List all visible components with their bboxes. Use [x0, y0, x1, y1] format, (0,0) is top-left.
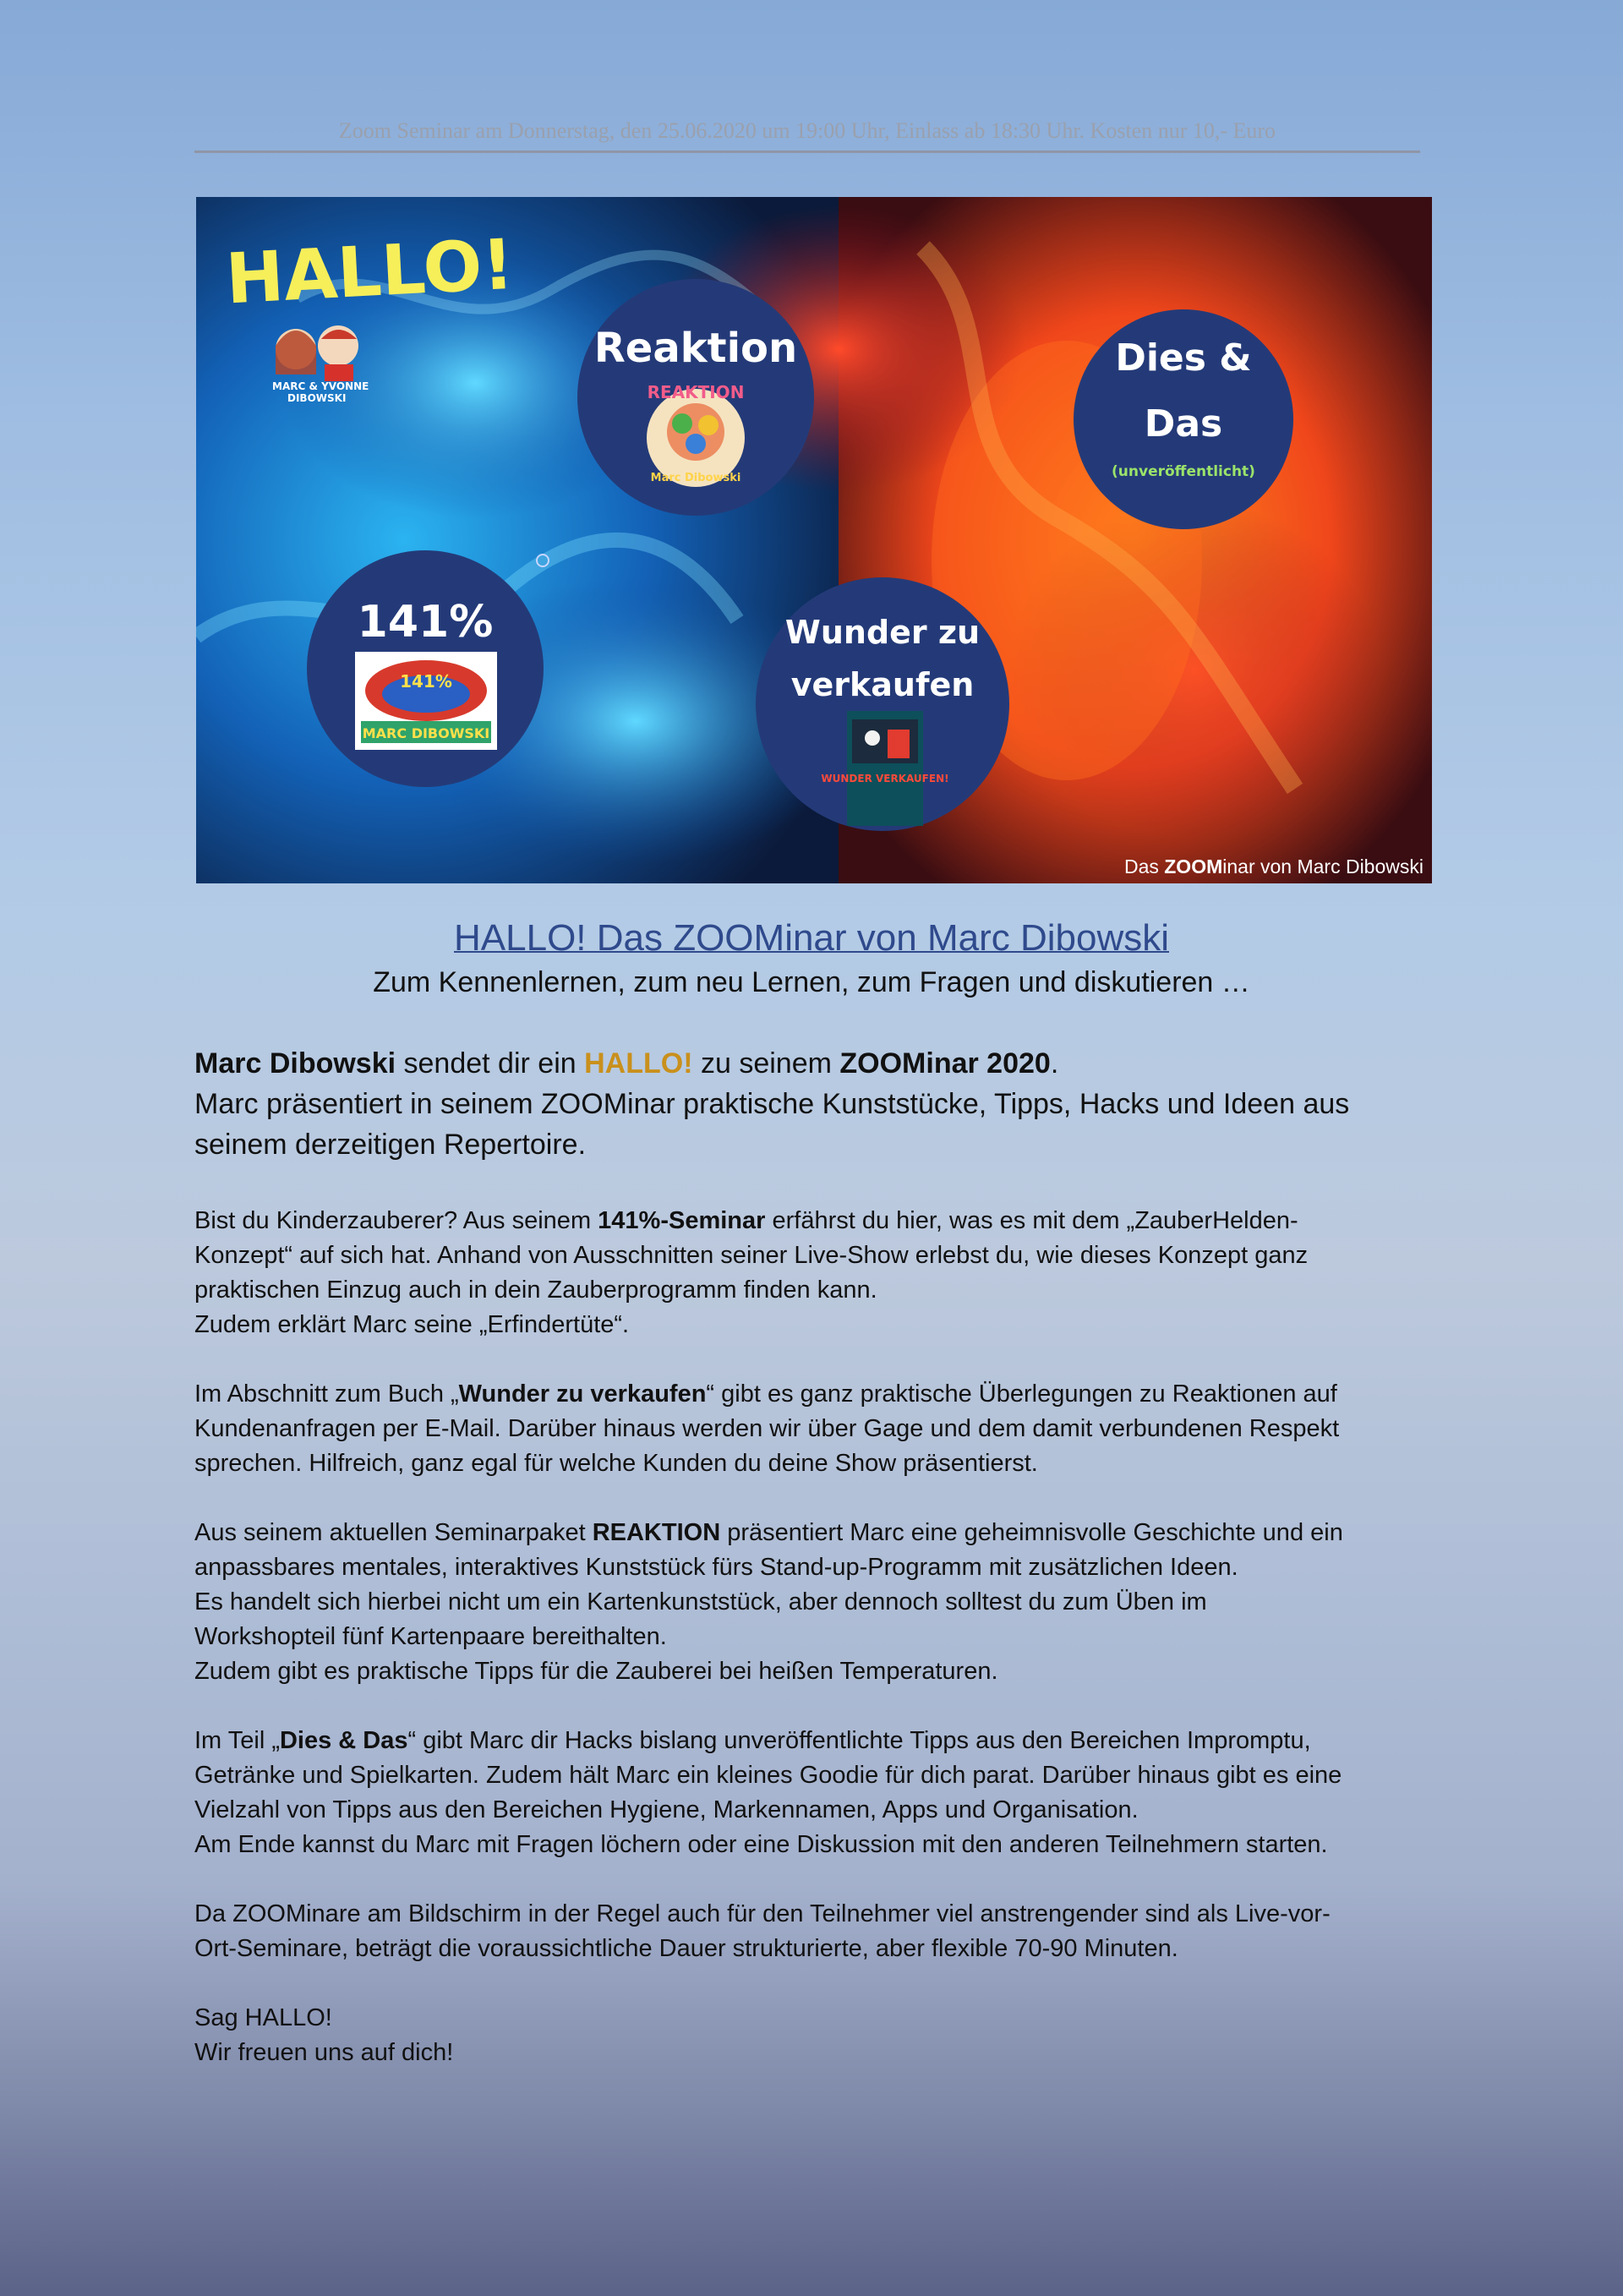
caption-pre: Das	[1123, 856, 1165, 877]
p2-line-2: Kundenanfragen per E-Mail. Darüber hinaus werden wir über Gage und dem damit verbundenen Respekt	[194, 1415, 1340, 1442]
wunder-label-1: Wunder zu	[784, 614, 981, 651]
p6-line-1: Sag HALLO!	[194, 2004, 332, 2031]
p1-line-2: Konzept“ auf sich hat. Anhand von Ausschnitten seiner Live-Show erlebst du, wie dieses Konzept ganz	[194, 1242, 1309, 1269]
dies-das-circle	[1074, 309, 1293, 529]
intro-zoominar: ZOOMinar 2020	[839, 1047, 1051, 1080]
hallo-names-bottom: DIBOWSKI	[287, 392, 347, 404]
paragraph-closing	[194, 2001, 1437, 2070]
intro-hallo: HALLO!	[584, 1047, 693, 1080]
p4-line-4: Am Ende kannst du Marc mit Fragen löchern oder eine Diskussion mit den anderen Teilnehmern starten.	[194, 1831, 1328, 1858]
p5-line-2: Ort-Seminare, beträgt die voraussichtliche Dauer strukturierte, aber flexible 70-90 Minuten.	[194, 1935, 1178, 1962]
wunder-book-title: WUNDER VERKAUFEN!	[821, 773, 949, 784]
p3-line-2: anpassbares mentales, interaktives Kunststück fürs Stand-up-Programm mit zusätzlichen Ideen.	[194, 1554, 1238, 1581]
p1-a: Bist du Kinderzauberer? Aus seinem	[194, 1207, 598, 1234]
dies-label: Dies &	[1115, 336, 1252, 380]
percent-logo-bottom: MARC DIBOWSKI	[362, 725, 490, 741]
p4-c: “ gibt Marc dir Hacks bislang unveröffentlichte Tipps aus den Bereichen Impromptu,	[407, 1727, 1311, 1754]
p1-line-3: praktischen Einzug auch in dein Zauberprogramm finden kann.	[194, 1276, 877, 1304]
p1-b: 141%-Seminar	[598, 1207, 766, 1234]
intro-line-2: Marc präsentiert in seinem ZOOMinar praktische Kunststücke, Tipps, Hacks und Ideen aus	[194, 1088, 1350, 1120]
paragraph-141	[194, 1204, 1437, 1342]
p4-line-3: Vielzahl von Tipps aus den Bereichen Hygiene, Markennamen, Apps und Organisation.	[194, 1796, 1139, 1823]
paragraph-reaktion	[194, 1516, 1437, 1689]
p1-line-4: Zudem erklärt Marc seine „Erfindertüte“.	[194, 1311, 630, 1338]
p2-b: Wunder zu verkaufen	[458, 1380, 707, 1408]
das-label: Das	[1144, 402, 1223, 446]
p4-line-2: Getränke und Spielkarten. Zudem hält Marc ein kleines Goodie für dich parat. Darüber hinaus gibt es eine	[194, 1762, 1342, 1789]
banner-caption	[1124, 856, 1424, 877]
p4-a: Im Teil „	[194, 1727, 280, 1754]
p2-a: Im Abschnitt zum Buch „	[194, 1380, 459, 1408]
intro-line-3: seinem derzeitigen Repertoire.	[194, 1129, 587, 1161]
hallo-names-top: MARC & YVONNE	[272, 380, 369, 392]
intro-paragraph	[194, 1043, 1429, 1165]
p4-line-1	[194, 1724, 1437, 1758]
body-text	[194, 1204, 1437, 2105]
p3-a: Aus seinem aktuellen Seminarpaket	[194, 1519, 593, 1546]
hallo-logo-text: HALLO!	[223, 224, 516, 320]
reaktion-logo-top: REAKTION	[647, 382, 745, 402]
dies-subtitle: (unveröffentlicht)	[1112, 463, 1255, 480]
intro-text-3: .	[1050, 1047, 1059, 1080]
intro-name: Marc Dibowski	[194, 1047, 396, 1080]
percent-label: 141%	[357, 597, 494, 648]
p2-c: “ gibt es ganz praktische Überlegungen zu Reaktionen auf	[706, 1380, 1337, 1408]
caption-bold: ZOOM	[1164, 856, 1223, 877]
seminar-banner	[196, 197, 1432, 883]
p4-b: Dies & Das	[279, 1727, 408, 1754]
intro-line-1	[194, 1043, 1429, 1084]
page-title	[194, 915, 1429, 962]
p6-line-2: Wir freuen uns auf dich!	[194, 2039, 454, 2066]
intro-text-1: sendet dir ein	[396, 1047, 585, 1080]
p3-line-3: Es handelt sich hierbei nicht um ein Kartenkunststück, aber dennoch solltest du zum Üben im	[194, 1588, 1207, 1615]
banner-artwork	[196, 197, 1432, 883]
p1-line-1	[194, 1204, 1437, 1238]
percent-circle	[307, 550, 544, 787]
paragraph-dies-das	[194, 1724, 1437, 1862]
p1-c: erfährst du hier, was es mit dem „ZauberHelden-	[765, 1207, 1298, 1234]
page-subtitle: Zum Kennenlernen, zum neu Lernen, zum Fragen und diskutieren …	[373, 966, 1250, 998]
p3-b: REAKTION	[592, 1519, 721, 1546]
reaktion-circle	[577, 279, 814, 516]
page-title-text: HALLO! Das ZOOMinar von Marc Dibowski	[454, 917, 1169, 959]
p2-line-3: sprechen. Hilfreich, ganz egal für welche Kunden du deine Show präsentierst.	[194, 1450, 1038, 1477]
p3-c: präsentiert Marc eine geheimnisvolle Geschichte und ein	[720, 1519, 1343, 1546]
reaktion-logo-bottom: Marc Dibowski	[650, 472, 741, 484]
wunder-circle	[756, 577, 1009, 831]
p3-line-1	[194, 1516, 1437, 1550]
p5-line-1: Da ZOOMinare am Bildschirm in der Regel auch für den Teilnehmer viel anstrengender sind als Live-vor-	[194, 1900, 1331, 1927]
p3-line-4: Workshopteil fünf Kartenpaare bereithalten.	[194, 1623, 667, 1650]
percent-logo-top: 141%	[400, 671, 452, 692]
p3-line-5: Zudem gibt es praktische Tipps für die Zauberei bei heißen Temperaturen.	[194, 1658, 998, 1685]
event-header: Zoom Seminar am Donnerstag, den 25.06.2020 um 19:00 Uhr, Einlass ab 18:30 Uhr. Kosten nur 10,- Euro	[194, 117, 1420, 153]
p2-line-1	[194, 1377, 1437, 1412]
caption-post: inar von Marc Dibowski	[1222, 856, 1424, 877]
paragraph-wunder	[194, 1377, 1437, 1481]
wunder-label-2: verkaufen	[790, 666, 975, 703]
paragraph-duration	[194, 1897, 1437, 1966]
reaktion-label: Reaktion	[593, 325, 798, 372]
intro-text-2: zu seinem	[692, 1047, 840, 1080]
